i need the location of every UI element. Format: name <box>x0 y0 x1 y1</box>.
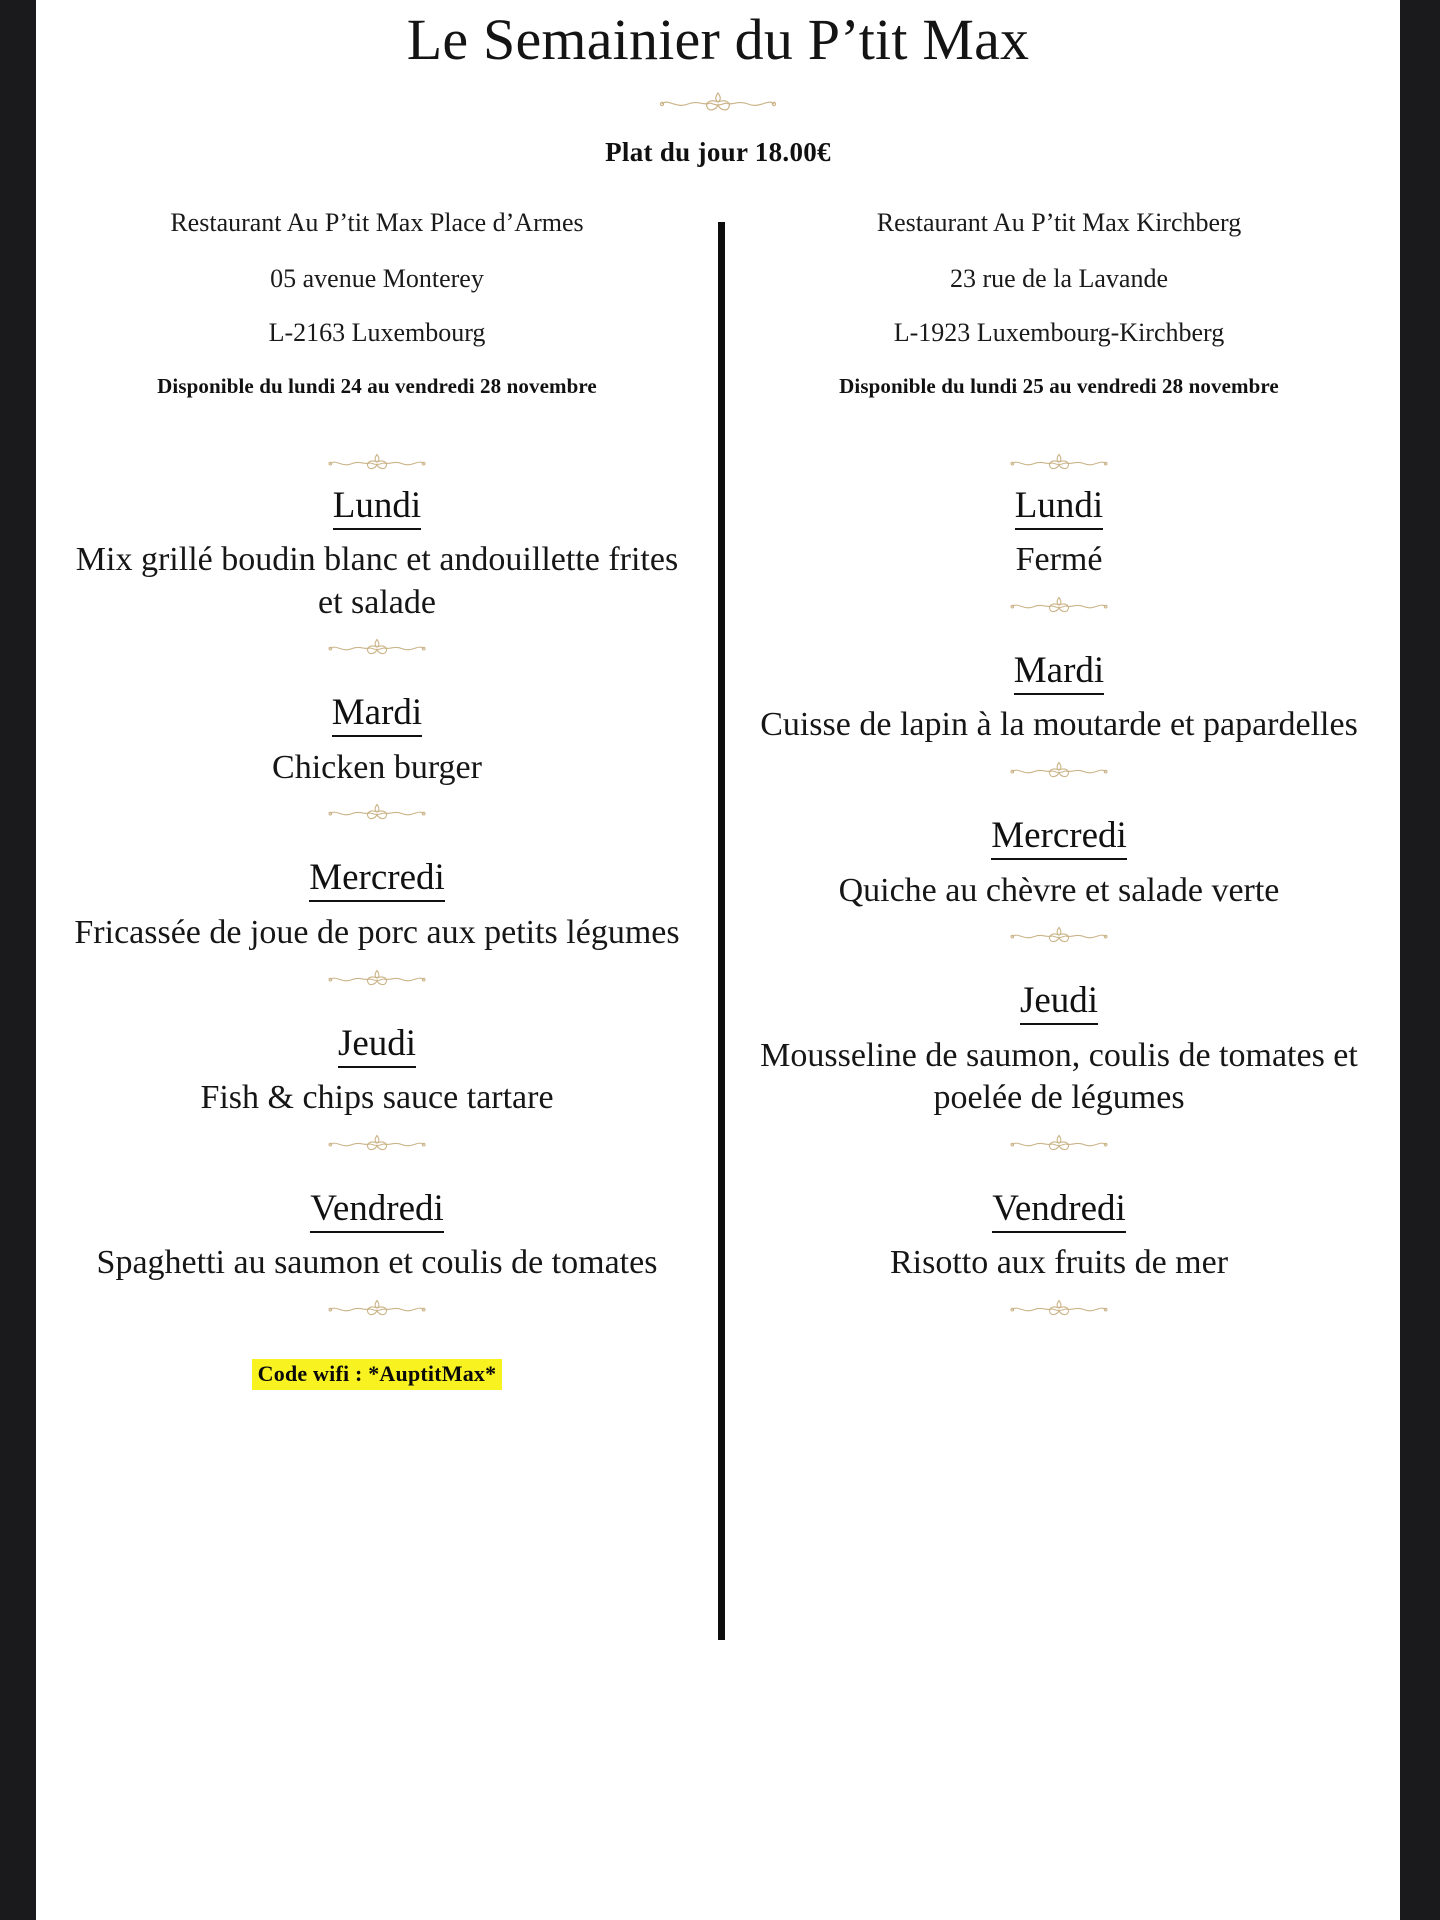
day-name <box>66 1023 688 1066</box>
day-name <box>66 1188 688 1231</box>
flourish-ornament <box>327 1297 427 1319</box>
day-name-text: Jeudi <box>338 1023 416 1068</box>
day-block-lundi <box>748 485 1370 582</box>
day-dish: Fermé <box>1015 541 1103 579</box>
day-list <box>748 451 1370 1319</box>
venue-city: L-1923 Luxembourg-Kirchberg <box>893 317 1225 347</box>
venue-street: 23 rue de la Lavande <box>949 263 1168 293</box>
flourish-ornament <box>1009 759 1109 781</box>
plat-du-jour-price: Plat du jour 18.00€ <box>605 136 831 167</box>
day-block-vendredi <box>66 1188 688 1285</box>
day-name <box>748 1188 1370 1231</box>
menu-paper <box>36 0 1400 1920</box>
flourish-ornament <box>1009 924 1109 946</box>
availability-note: Disponible du lundi 25 au vendredi 28 novembre <box>839 373 1279 398</box>
day-name <box>748 980 1370 1023</box>
day-block-jeudi <box>748 980 1370 1120</box>
venue-city: L-2163 Luxembourg <box>268 317 486 347</box>
day-name <box>748 485 1370 528</box>
wifi-code-badge: Code wifi : *AuptitMax* <box>252 1359 503 1390</box>
day-name <box>748 650 1370 693</box>
day-name-text: Jeudi <box>1020 980 1098 1025</box>
venue-street: 05 avenue Monterey <box>270 263 484 293</box>
venue-name: Restaurant Au P’tit Max Place d’Armes <box>170 207 584 237</box>
flourish-ornament <box>327 636 427 658</box>
flourish-ornament <box>1009 594 1109 616</box>
day-dish: Fish & chips sauce tartare <box>200 1079 554 1117</box>
day-block-lundi <box>66 485 688 625</box>
day-dish: Mousseline de saumon, coulis de tomates et poelée de légumes <box>760 1036 1358 1117</box>
flourish-ornament <box>327 1132 427 1154</box>
venue-name: Restaurant Au P’tit Max Kirchberg <box>876 207 1242 237</box>
column-divider <box>718 222 725 1640</box>
day-name-text: Vendredi <box>992 1188 1126 1233</box>
menu-column-kirchberg <box>718 207 1400 1390</box>
day-block-jeudi <box>66 1023 688 1120</box>
day-block-mercredi <box>66 857 688 954</box>
day-dish: Cuisse de lapin à la moutarde et papardelles <box>760 706 1358 744</box>
day-name <box>66 857 688 900</box>
day-name <box>66 485 688 528</box>
day-dish: Quiche au chèvre et salade verte <box>838 871 1280 909</box>
wifi-code-row <box>66 1359 688 1390</box>
day-dish: Chicken burger <box>272 748 482 786</box>
day-list <box>66 451 688 1390</box>
flourish-ornament <box>1009 451 1109 473</box>
day-name-text: Mercredi <box>309 857 445 902</box>
flourish-ornament <box>658 89 778 115</box>
day-block-mardi <box>748 650 1370 747</box>
day-dish: Fricassée de joue de porc aux petits légumes <box>74 914 680 952</box>
menu-column-place-darmes <box>36 207 718 1390</box>
day-name-text: Lundi <box>1015 485 1103 530</box>
day-name <box>748 815 1370 858</box>
day-name-text: Mardi <box>332 692 422 737</box>
day-block-mardi <box>66 692 688 789</box>
flourish-ornament <box>1009 1297 1109 1319</box>
day-name-text: Vendredi <box>310 1188 444 1233</box>
day-name-text: Lundi <box>333 485 421 530</box>
day-dish: Risotto aux fruits de mer <box>889 1244 1229 1282</box>
flourish-ornament <box>327 801 427 823</box>
day-name-text: Mardi <box>1014 650 1104 695</box>
flourish-ornament <box>327 967 427 989</box>
flourish-ornament <box>327 451 427 473</box>
day-block-vendredi <box>748 1188 1370 1285</box>
day-dish: Spaghetti au saumon et coulis de tomates <box>96 1244 658 1282</box>
menu-columns <box>36 207 1400 1390</box>
page-title: Le Semainier du P’tit Max <box>406 7 1030 72</box>
day-name <box>66 692 688 735</box>
day-dish: Mix grillé boudin blanc et andouillette frites et salade <box>75 541 679 621</box>
availability-note: Disponible du lundi 24 au vendredi 28 novembre <box>157 373 597 398</box>
day-name-text: Mercredi <box>991 815 1127 860</box>
day-block-mercredi <box>748 815 1370 912</box>
flourish-ornament <box>1009 1132 1109 1154</box>
menu-header <box>36 0 1400 168</box>
